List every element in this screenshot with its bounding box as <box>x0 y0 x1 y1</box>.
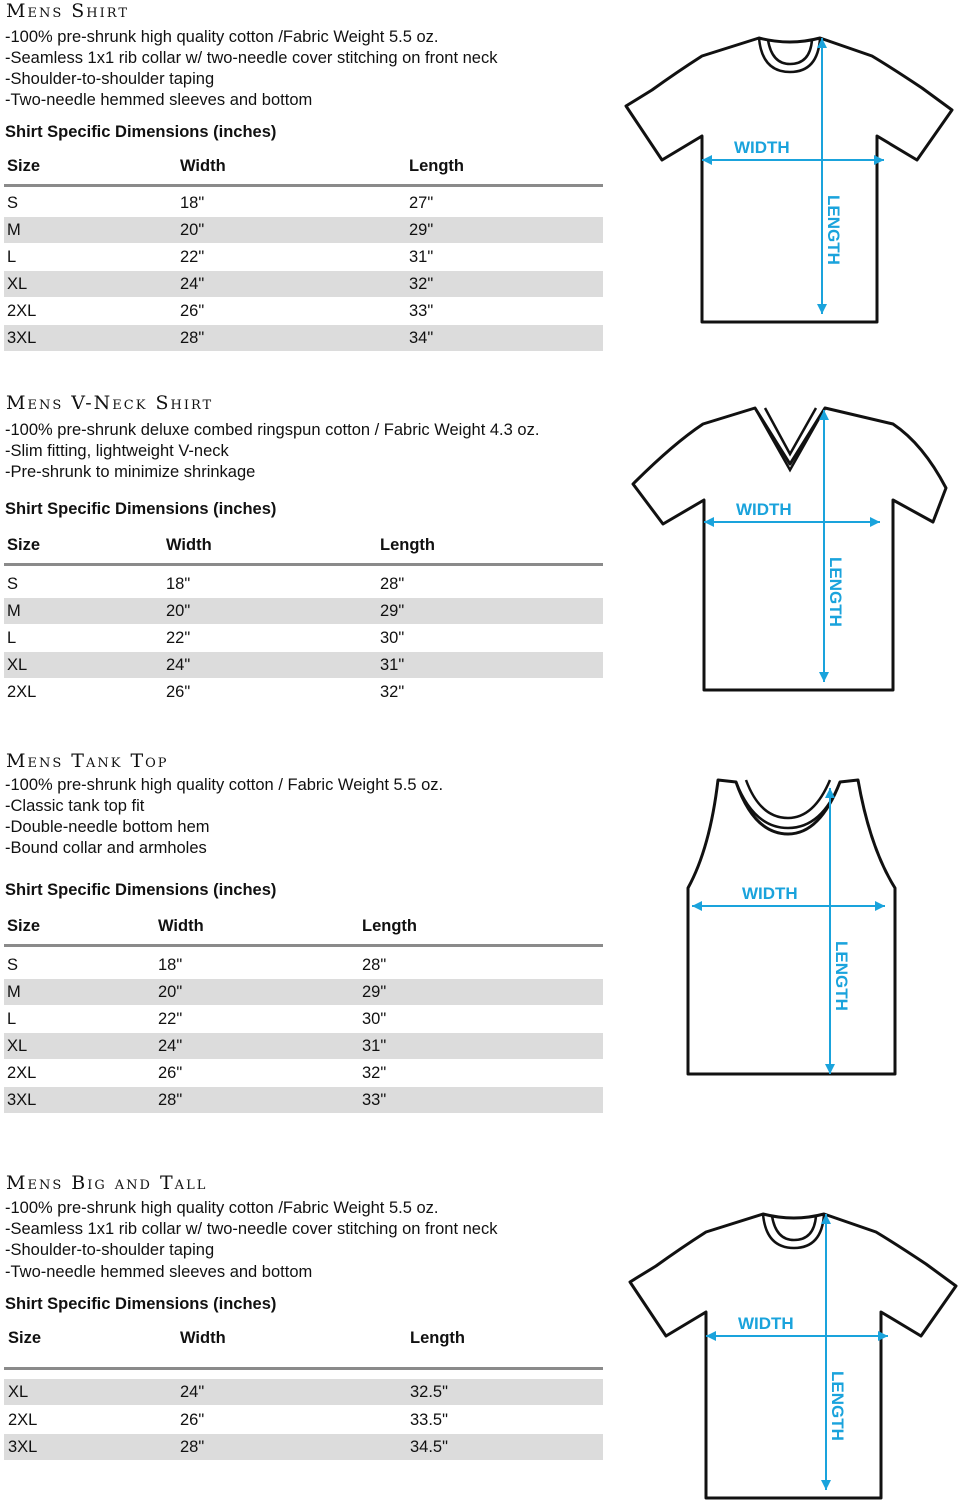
column-header: Size <box>8 1329 42 1347</box>
size-cell: 3XL <box>7 1091 37 1109</box>
length-cell: 29" <box>362 983 387 1001</box>
length-cell: 31" <box>409 248 434 266</box>
size-cell: S <box>7 956 19 974</box>
dimensions-subtitle: Shirt Specific Dimensions (inches) <box>5 500 277 518</box>
width-cell: 24" <box>166 656 191 674</box>
feature-bullet: -Seamless 1x1 rib collar w/ two-needle cover stitching on front neck <box>5 49 498 67</box>
size-cell: XL <box>7 275 28 293</box>
width-cell: 22" <box>166 629 191 647</box>
section-title: Mens V-Neck Shirt <box>6 392 214 414</box>
width-cell: 28" <box>158 1091 183 1109</box>
column-header: Size <box>7 536 41 554</box>
feature-bullet: -Seamless 1x1 rib collar w/ two-needle cover stitching on front neck <box>5 1220 498 1238</box>
width-label: WIDTH <box>738 1314 794 1333</box>
width-cell: 24" <box>180 1383 205 1401</box>
width-cell: 26" <box>158 1064 183 1082</box>
length-cell: 34.5" <box>410 1438 448 1456</box>
tee-shirt-diagram <box>626 1208 961 1500</box>
dimensions-subtitle: Shirt Specific Dimensions (inches) <box>5 1295 277 1313</box>
vneck-shirt-diagram <box>628 404 962 702</box>
feature-bullet: -Bound collar and armholes <box>5 839 207 857</box>
length-cell: 33" <box>362 1091 387 1109</box>
width-cell: 26" <box>166 683 191 701</box>
feature-bullet: -100% pre-shrunk high quality cotton / Fabric Weight 5.5 oz. <box>5 776 444 794</box>
table-row <box>4 1407 603 1433</box>
header-divider <box>4 1367 603 1370</box>
feature-bullet: -Two-needle hemmed sleeves and bottom <box>5 1263 313 1281</box>
width-cell: 18" <box>180 194 205 212</box>
length-label: LENGTH <box>828 1371 847 1441</box>
length-cell: 28" <box>380 575 405 593</box>
size-cell: 3XL <box>7 329 37 347</box>
feature-bullet: -100% pre-shrunk high quality cotton /Fabric Weight 5.5 oz. <box>5 1199 439 1217</box>
feature-bullet: -Shoulder-to-shoulder taping <box>5 70 215 88</box>
width-cell: 28" <box>180 1438 205 1456</box>
feature-bullet: -Pre-shrunk to minimize shrinkage <box>5 463 256 481</box>
length-cell: 27" <box>409 194 434 212</box>
length-cell: 28" <box>362 956 387 974</box>
width-cell: 24" <box>180 275 205 293</box>
width-cell: 26" <box>180 302 205 320</box>
table-row <box>4 1379 603 1405</box>
size-cell: XL <box>7 1037 28 1055</box>
length-cell: 32" <box>380 683 405 701</box>
width-cell: 20" <box>158 983 183 1001</box>
length-label: LENGTH <box>826 557 845 627</box>
size-cell: S <box>7 194 19 212</box>
column-header: Length <box>410 1329 465 1347</box>
feature-bullet: -Slim fitting, lightweight V-neck <box>5 442 229 460</box>
size-cell: 2XL <box>7 1064 37 1082</box>
column-header: Width <box>166 536 212 554</box>
feature-bullet: -100% pre-shrunk deluxe combed ringspun cotton / Fabric Weight 4.3 oz. <box>5 421 540 439</box>
size-cell: L <box>7 629 17 647</box>
feature-bullet: -Two-needle hemmed sleeves and bottom <box>5 91 313 109</box>
width-label: WIDTH <box>742 884 798 903</box>
length-cell: 34" <box>409 329 434 347</box>
section-title: Mens Big and Tall <box>6 1172 208 1194</box>
column-header: Length <box>409 157 464 175</box>
length-cell: 32" <box>362 1064 387 1082</box>
column-header: Size <box>7 157 41 175</box>
length-cell: 29" <box>380 602 405 620</box>
size-cell: XL <box>7 656 28 674</box>
size-cell: 2XL <box>7 302 37 320</box>
length-cell: 29" <box>409 221 434 239</box>
size-cell: S <box>7 575 19 593</box>
feature-bullet: -100% pre-shrunk high quality cotton /Fabric Weight 5.5 oz. <box>5 28 439 46</box>
width-cell: 22" <box>180 248 205 266</box>
size-cell: 3XL <box>8 1438 38 1456</box>
table-row <box>4 1434 603 1460</box>
width-cell: 28" <box>180 329 205 347</box>
length-cell: 32.5" <box>410 1383 448 1401</box>
size-cell: M <box>7 983 21 1001</box>
size-cell: M <box>7 602 21 620</box>
dimensions-subtitle: Shirt Specific Dimensions (inches) <box>5 881 277 899</box>
dimensions-subtitle: Shirt Specific Dimensions (inches) <box>5 123 277 141</box>
width-cell: 24" <box>158 1037 183 1055</box>
feature-bullet: -Classic tank top fit <box>5 797 145 815</box>
width-cell: 20" <box>180 221 205 239</box>
size-cell: 2XL <box>7 683 37 701</box>
size-cell: XL <box>8 1383 29 1401</box>
size-cell: L <box>7 1010 17 1028</box>
column-header: Length <box>380 536 435 554</box>
width-cell: 18" <box>166 575 191 593</box>
size-cell: M <box>7 221 21 239</box>
feature-bullet: -Double-needle bottom hem <box>5 818 210 836</box>
width-cell: 22" <box>158 1010 183 1028</box>
tee-shirt-diagram <box>622 32 957 330</box>
column-header: Width <box>180 1329 226 1347</box>
length-cell: 32" <box>409 275 434 293</box>
length-cell: 31" <box>362 1037 387 1055</box>
width-label: WIDTH <box>736 500 792 519</box>
width-cell: 20" <box>166 602 191 620</box>
column-header: Length <box>362 917 417 935</box>
size-cell: L <box>7 248 17 266</box>
column-header: Size <box>7 917 41 935</box>
length-cell: 30" <box>380 629 405 647</box>
feature-bullet: -Shoulder-to-shoulder taping <box>5 1241 215 1259</box>
column-header: Width <box>180 157 226 175</box>
length-cell: 30" <box>362 1010 387 1028</box>
width-label: WIDTH <box>734 138 790 157</box>
section-title: Mens Tank Top <box>6 750 169 772</box>
tank-shirt-diagram <box>680 778 962 1076</box>
width-cell: 18" <box>158 956 183 974</box>
section-title: Mens Shirt <box>6 0 129 22</box>
length-cell: 33" <box>409 302 434 320</box>
column-header: Width <box>158 917 204 935</box>
length-cell: 31" <box>380 656 405 674</box>
size-cell: 2XL <box>8 1411 38 1429</box>
length-label: LENGTH <box>832 941 851 1011</box>
length-label: LENGTH <box>824 195 843 265</box>
width-cell: 26" <box>180 1411 205 1429</box>
length-cell: 33.5" <box>410 1411 448 1429</box>
